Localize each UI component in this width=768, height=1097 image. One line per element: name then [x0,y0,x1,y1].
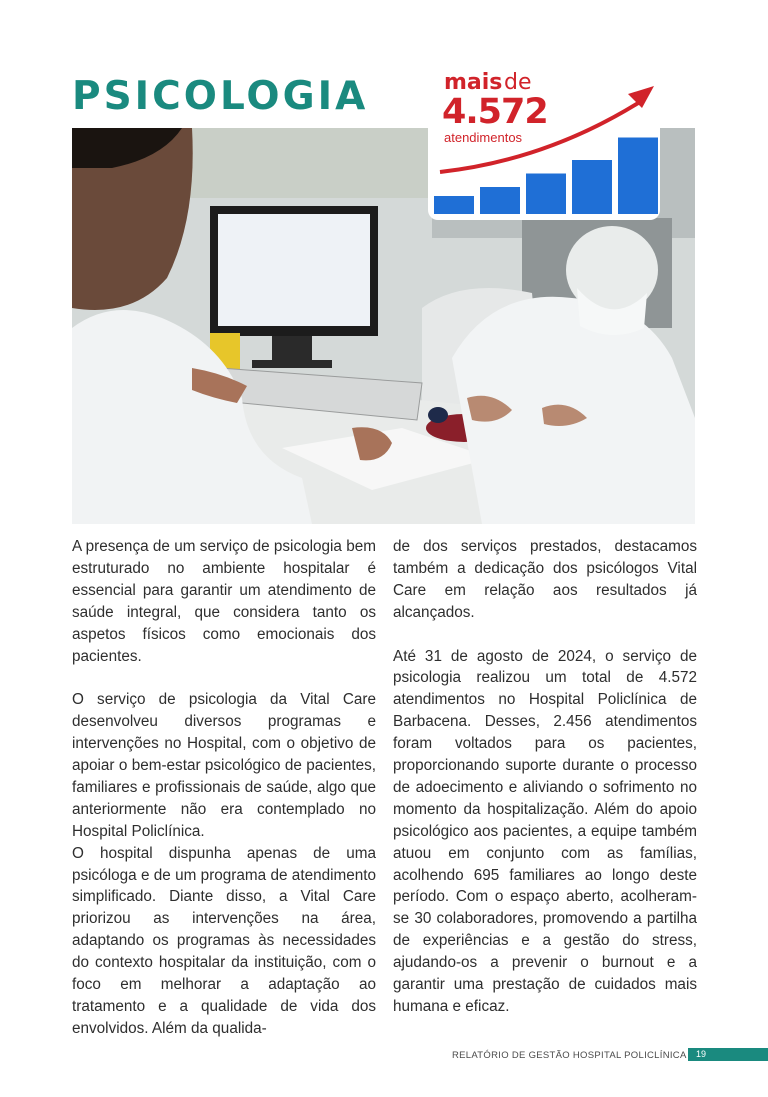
page-title: PSICOLOGIA [72,74,369,119]
paragraph: Até 31 de agosto de 2024, o serviço de psicologia realizou um total de 4.572 atendimentos no Hospital Policlínica de Barbacena. Desses, 2.456 atendimentos foram voltados para os pacientes, proporcionando suporte durante o processo de adoecimento e aliviando o sofrimento no momento da hospitalização. Além do apoio psicológico aos pacientes, a equipe também atuou em conjunto com as famílias, acolhendo 695 familiares ao longo deste período. Com o espaço aberto, acolheram-se 30 colaboradores, promovendo a partilha de experiências e a gestão do stress, ajudando-os a prevenir o burnout e a garantir uma prestação de cuidados mais humana e eficaz. [393,647,697,1016]
paragraph: O serviço de psicologia da Vital Care desenvolveu diversos programas e intervenções no Hospital, com o objetivo de apoiar o bem-estar psicológico de pacientes, familiares e profissionais de saúde, algo que anteriormente não era contemplado no Hospital Policlínica. [72,691,376,840]
stat-number: 4.572 [442,92,548,132]
growth-bar [434,196,474,214]
footer-title: RELATÓRIO DE GESTÃO HOSPITAL POLICLÍNICA [452,1050,687,1061]
paragraph: A presença de um serviço de psicologia bem estruturado no ambiente hospitalar é essencial para garantir um atendimento de saúde integral, que considera tanto os aspetos físicos como emocionais dos pacientes. [72,538,376,665]
body-column-right [393,536,697,1018]
growth-bar [572,160,612,214]
page-number: 19 [688,1048,768,1061]
growth-bar [618,138,658,215]
stat-card [428,64,660,220]
paragraph: de dos serviços prestados, destacamos também a dedicação dos psicólogos Vital Care em relação aos resultados já alcançados. [393,538,697,621]
paragraph: O hospital dispunha apenas de uma psicóloga e de um programa de atendimento simplificado. Diante disso, a Vital Care priorizou as intervenções na área, adaptando os programas às necessidades do contexto hospitalar da instituição, com o foco em melhorar a adaptação ao tratamento e a qualidade de vida dos envolvidos. Além da qualida- [72,844,376,1037]
growth-bar [480,187,520,214]
stat-caption: atendimentos [444,130,523,145]
stat-prefix: mais [444,70,503,95]
body-column-left [72,536,376,1040]
stat-connector: de [504,70,532,95]
growth-bar [526,174,566,215]
